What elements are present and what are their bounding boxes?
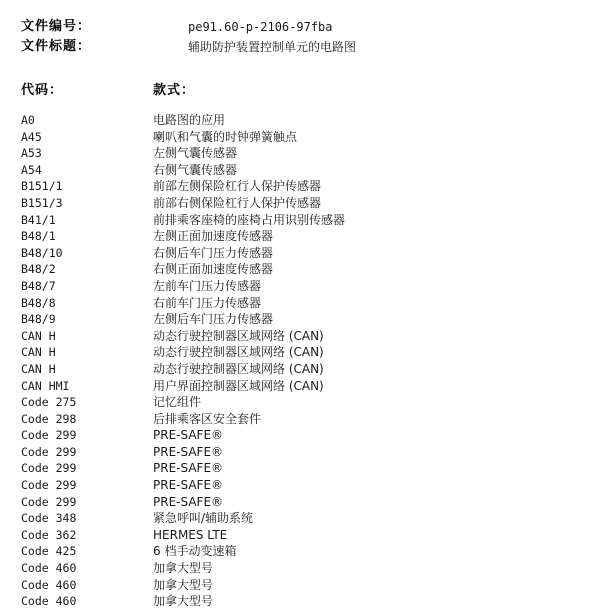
component-name: 前部右侧保险杠行人保护传感器 <box>153 195 322 210</box>
component-name: 喇叭和气囊的时钟弹簧触点 <box>153 129 298 144</box>
doc-title-row <box>21 38 591 56</box>
doc-number-value: pe91.60-p-2106-97fba <box>188 20 333 34</box>
list-item <box>0 328 601 345</box>
component-name: 紧急呼叫/辅助系统 <box>153 511 254 526</box>
component-list <box>0 112 601 610</box>
component-name: 加拿大型号 <box>153 594 214 609</box>
doc-number-row <box>21 18 591 36</box>
component-name: 右侧气囊传感器 <box>153 162 238 177</box>
list-item <box>0 527 601 544</box>
component-name: 左侧正面加速度传感器 <box>153 229 274 244</box>
component-name: 动态行驶控制器区域网络 (CAN) <box>153 328 324 343</box>
component-code: B48/1 <box>21 229 56 244</box>
doc-title-label: 文件标题： <box>21 39 92 54</box>
component-name: 左侧气囊传感器 <box>153 146 238 161</box>
component-name: HERMES LTE <box>153 527 228 542</box>
component-name: PRE-SAFE® <box>153 461 224 476</box>
list-item <box>0 444 601 461</box>
list-item <box>0 411 601 428</box>
list-item <box>0 212 601 229</box>
component-name: 电路图的应用 <box>153 113 226 127</box>
list-item <box>0 195 601 212</box>
component-code: B48/2 <box>21 262 56 277</box>
component-name: 动态行驶控制器区域网络 (CAN) <box>153 345 324 360</box>
list-item <box>0 145 601 162</box>
name-column-header: 款式： <box>153 83 196 98</box>
list-item <box>0 494 601 511</box>
component-name: PRE-SAFE® <box>153 444 224 459</box>
list-item <box>0 278 601 295</box>
component-name: 右侧正面加速度传感器 <box>153 262 274 277</box>
component-name: 后排乘客区安全套件 <box>153 411 262 426</box>
list-item <box>0 510 601 527</box>
component-name: 加拿大型号 <box>153 577 214 592</box>
list-item <box>0 460 601 477</box>
component-name: 用户界面控制器区域网络 (CAN) <box>153 378 324 393</box>
list-item <box>0 477 601 494</box>
list-item <box>0 178 601 195</box>
doc-title-value: 辅助防护装置控制单元的电路图 <box>188 40 357 54</box>
component-name: 记忆组件 <box>153 395 202 410</box>
list-item <box>0 361 601 378</box>
component-name: PRE-SAFE® <box>153 494 224 509</box>
component-name: 前部左侧保险杠行人保护传感器 <box>153 179 322 194</box>
list-item <box>0 560 601 577</box>
list-item <box>0 261 601 278</box>
list-item <box>0 228 601 245</box>
component-code: CAN H <box>21 328 56 343</box>
component-code: Code 460 <box>21 594 77 609</box>
list-item <box>0 162 601 179</box>
component-code: Code 298 <box>21 411 77 426</box>
list-item <box>0 427 601 444</box>
list-item <box>0 593 601 610</box>
component-code: Code 299 <box>21 494 77 509</box>
list-item <box>0 577 601 594</box>
component-code: CAN H <box>21 345 56 360</box>
list-item <box>0 129 601 146</box>
list-item <box>0 543 601 560</box>
component-name: 加拿大型号 <box>153 561 214 576</box>
component-code: Code 299 <box>21 428 77 443</box>
list-item <box>0 378 601 395</box>
component-name: 右前车门压力传感器 <box>153 295 262 310</box>
component-code: Code 362 <box>21 527 77 542</box>
component-code: Code 299 <box>21 444 77 459</box>
component-code: Code 299 <box>21 478 77 493</box>
component-code: B151/3 <box>21 195 63 210</box>
component-name: 前排乘客座椅的座椅占用识别传感器 <box>153 212 346 227</box>
component-code: A53 <box>21 146 42 161</box>
component-code: Code 425 <box>21 544 77 559</box>
component-code: B48/10 <box>21 245 63 260</box>
component-code: CAN HMI <box>21 378 70 393</box>
component-code: Code 348 <box>21 511 77 526</box>
doc-number-label: 文件编号： <box>21 19 92 34</box>
list-item <box>0 112 601 129</box>
component-code: A45 <box>21 129 42 144</box>
component-name: PRE-SAFE® <box>153 428 224 443</box>
component-code: Code 460 <box>21 561 77 576</box>
component-code: B48/7 <box>21 278 56 293</box>
component-code: Code 299 <box>21 461 77 476</box>
component-name: 左侧后车门压力传感器 <box>153 312 274 327</box>
component-name: 动态行驶控制器区域网络 (CAN) <box>153 361 324 376</box>
component-code: CAN H <box>21 361 56 376</box>
component-code: B41/1 <box>21 212 56 227</box>
component-code: Code 275 <box>21 395 77 410</box>
component-code: Code 460 <box>21 577 77 592</box>
component-name: 左前车门压力传感器 <box>153 278 262 293</box>
list-item <box>0 344 601 361</box>
component-name: 右侧后车门压力传感器 <box>153 245 274 260</box>
component-name: 6 档手动变速箱 <box>153 544 237 559</box>
list-item <box>0 295 601 312</box>
code-column-header: 代码： <box>21 83 64 98</box>
component-name: PRE-SAFE® <box>153 478 224 493</box>
component-code: A54 <box>21 162 42 177</box>
list-item <box>0 245 601 262</box>
component-code: A0 <box>21 113 35 127</box>
component-code: B48/8 <box>21 295 56 310</box>
component-code: B151/1 <box>21 179 63 194</box>
component-code: B48/9 <box>21 312 56 327</box>
list-item <box>0 394 601 411</box>
list-item <box>0 311 601 328</box>
